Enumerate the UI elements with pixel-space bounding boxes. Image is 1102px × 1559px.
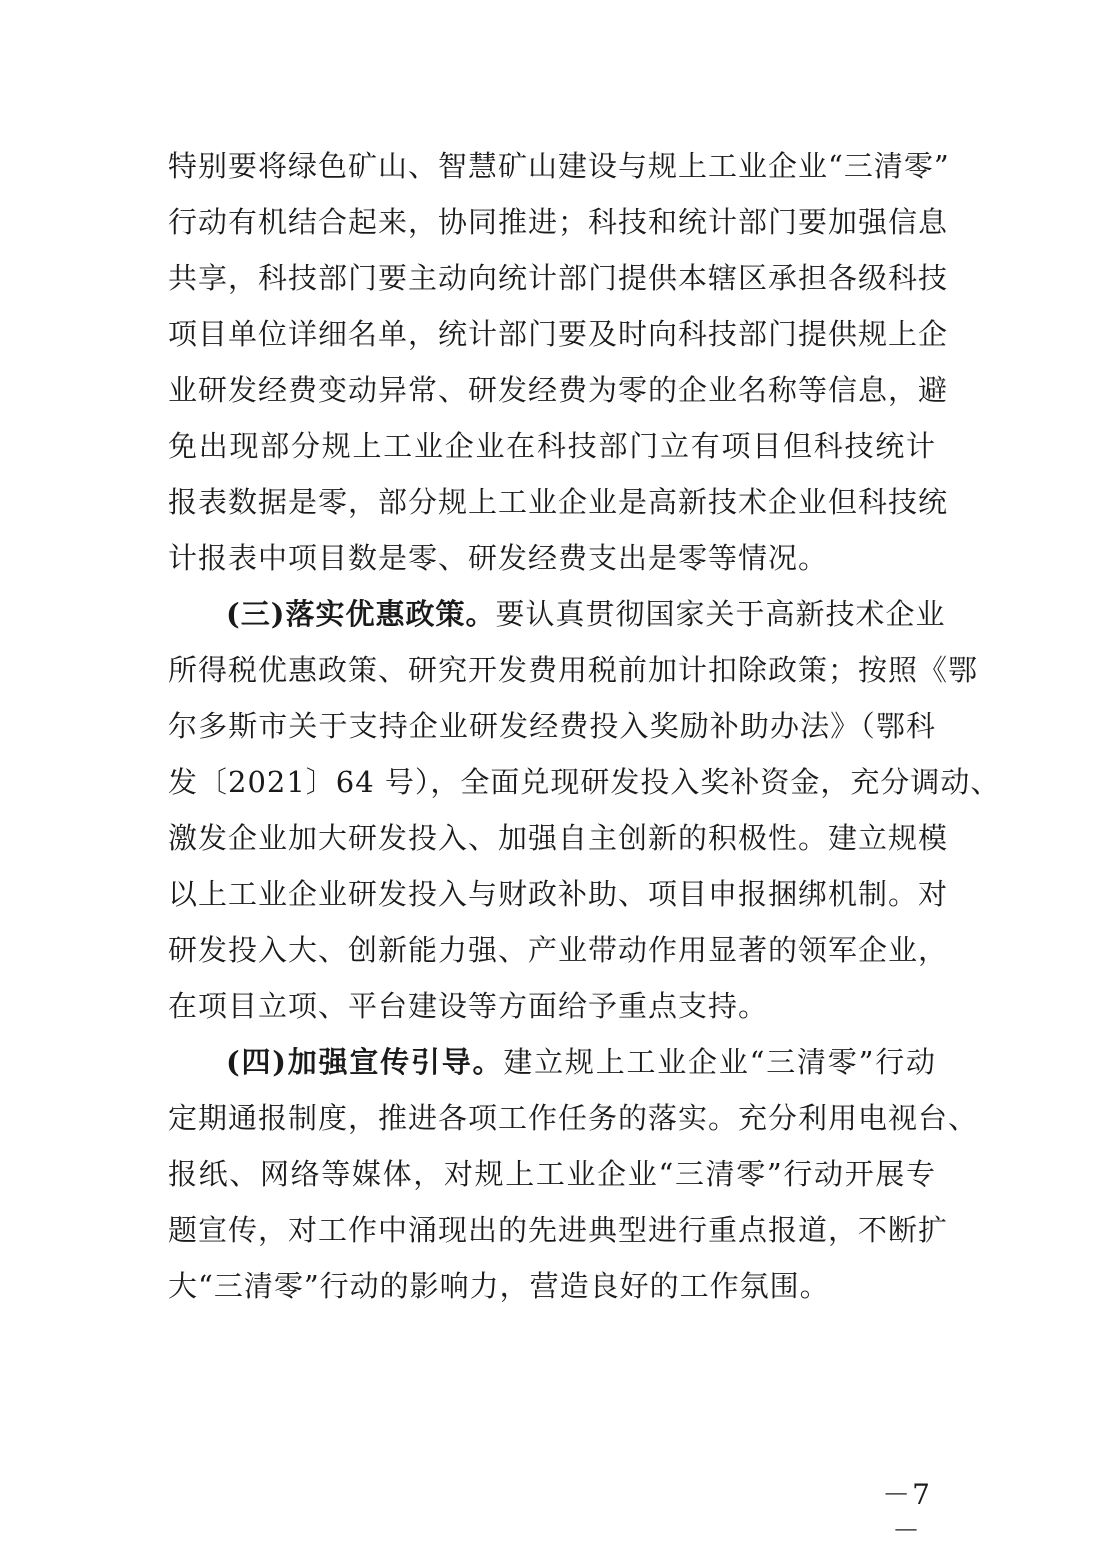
paragraph1-line-1: 特别要将绿色矿山、智慧矿山建设与规上工业企业“三清零”	[168, 149, 950, 183]
section3-line-5: 激发企业加大研发投入、加强自主创新的积极性。建立规模	[168, 821, 949, 855]
paragraph1-line-2: 行动有机结合起来，协同推进；科技和统计部门要加强信息	[168, 205, 949, 239]
section3-first-line-text: 要认真贯彻国家关于高新技术企业	[495, 597, 946, 631]
section3-heading: (三)落实优惠政策。	[226, 597, 496, 631]
section4-line-2: 定期通报制度，推进各项工作任务的落实。充分利用电视台、	[168, 1101, 979, 1135]
section4-heading: (四)加强宣传引导。	[226, 1045, 504, 1079]
section3-line-2: 所得税优惠政策、研究开发费用税前加计扣除政策；按照《鄂	[168, 653, 979, 687]
paragraph1-line-4: 项目单位详细名单，统计部门要及时向科技部门提供规上企	[168, 317, 949, 351]
section4-line-4: 题宣传，对工作中涌现出的先进典型进行重点报道，不断扩	[168, 1213, 949, 1247]
section4-first-line	[226, 1042, 936, 1082]
section3-line-7: 研发投入大、创新能力强、产业带动作用显著的领军企业，	[168, 933, 949, 967]
paragraph1-line-3: 共享，科技部门要主动向统计部门提供本辖区承担各级科技	[168, 261, 949, 295]
section3-line-3: 尔多斯市关于支持企业研发经费投入奖励补助办法》（鄂科	[168, 709, 936, 743]
paragraph1-line-5: 业研发经费变动异常、研发经费为零的企业名称等信息，避	[168, 373, 949, 407]
paragraph1-line-8: 计报表中项目数是零、研发经费支出是零等情况。	[168, 541, 829, 575]
paragraph1-line-6: 免出现部分规上工业企业在科技部门立有项目但科技统计	[168, 429, 936, 463]
paragraph1-line-7: 报表数据是零，部分规上工业企业是高新技术企业但科技统	[168, 485, 949, 519]
section3-line-8: 在项目立项、平台建设等方面给予重点支持。	[168, 989, 769, 1023]
section3-first-line	[226, 594, 946, 634]
section4-line-3: 报纸、网络等媒体，对规上工业企业“三清零”行动开展专	[168, 1157, 936, 1191]
section4-line-5: 大“三清零”行动的影响力，营造良好的工作氛围。	[168, 1269, 830, 1303]
section4-first-line-text: 建立规上工业企业“三清零”行动	[503, 1045, 936, 1079]
page-number: －7－	[882, 1478, 932, 1547]
section3-line-6: 以上工业企业研发投入与财政补助、项目申报捆绑机制。对	[168, 877, 949, 911]
section3-line-4: 发〔2021〕64 号），全面兑现研发投入奖补资金，充分调动、	[168, 765, 1001, 799]
